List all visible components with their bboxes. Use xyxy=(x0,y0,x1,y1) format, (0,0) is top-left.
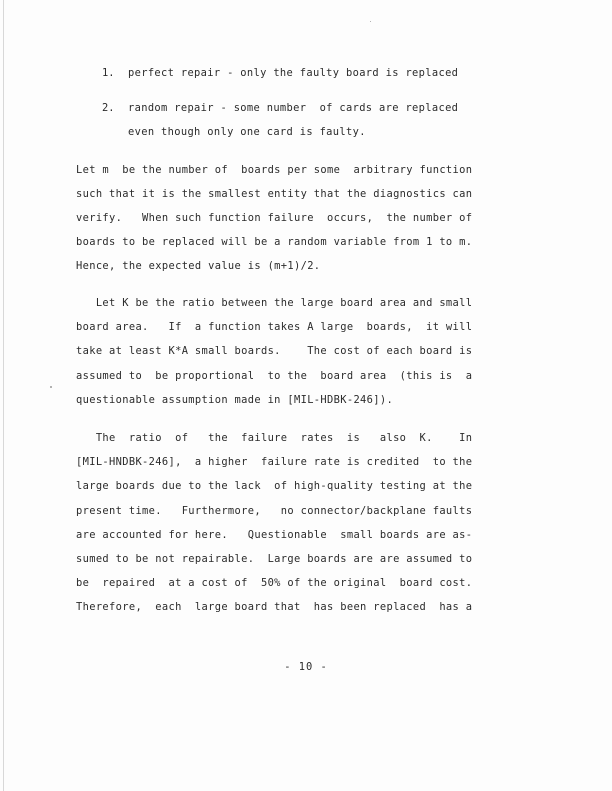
paragraph-line: [MIL-HNDBK-246], a higher failure rate is credited to the xyxy=(76,456,473,468)
paragraph-line: take at least K*A small boards. The cost of each board is xyxy=(76,345,473,357)
paragraph-line: questionable assumption made in [MIL-HDBK-246]). xyxy=(76,394,394,406)
paragraph-line: sumed to be not repairable. Large boards are are assumed to xyxy=(76,553,473,565)
paragraph-line: assumed to be proportional to the board area (this is a xyxy=(76,370,473,382)
paragraph-line: Let K be the ratio between the large board area and small xyxy=(76,297,473,309)
paragraph-line: be repaired at a cost of 50% of the original board cost. xyxy=(76,577,473,589)
paragraph-line: large boards due to the lack of high-quality testing at the xyxy=(76,480,473,492)
paragraph-line: present time. Furthermore, no connector/backplane faults xyxy=(76,505,473,517)
paragraph-line: The ratio of the failure rates is also K. In xyxy=(76,432,473,444)
list-item-text: perfect repair - only the faulty board is replaced xyxy=(128,67,459,79)
list-item-text: random repair - some number of cards are replaced xyxy=(128,102,459,114)
scan-speck xyxy=(370,21,371,22)
list-item-number: 2. xyxy=(102,102,115,114)
paragraph-line: Therefore, each large board that has been replaced has a xyxy=(76,601,473,613)
paragraph-line: such that it is the smallest entity that the diagnostics can xyxy=(76,188,473,200)
paragraph-line: Let m be the number of boards per some arbitrary function xyxy=(76,164,473,176)
list-item-number: 1. xyxy=(102,67,115,79)
paragraph-line: verify. When such function failure occurs, the number of xyxy=(76,212,473,224)
paragraph-line: Hence, the expected value is (m+1)/2. xyxy=(76,260,321,272)
paragraph-line: board area. If a function takes A large boards, it will xyxy=(76,321,473,333)
paragraph-line: are accounted for here. Questionable small boards are as- xyxy=(76,529,473,541)
scan-speck xyxy=(50,386,52,388)
list-item-text: even though only one card is faulty. xyxy=(128,126,366,138)
page-number: - 10 - xyxy=(284,661,328,673)
paragraph-line: boards to be replaced will be a random variable from 1 to m. xyxy=(76,236,473,248)
